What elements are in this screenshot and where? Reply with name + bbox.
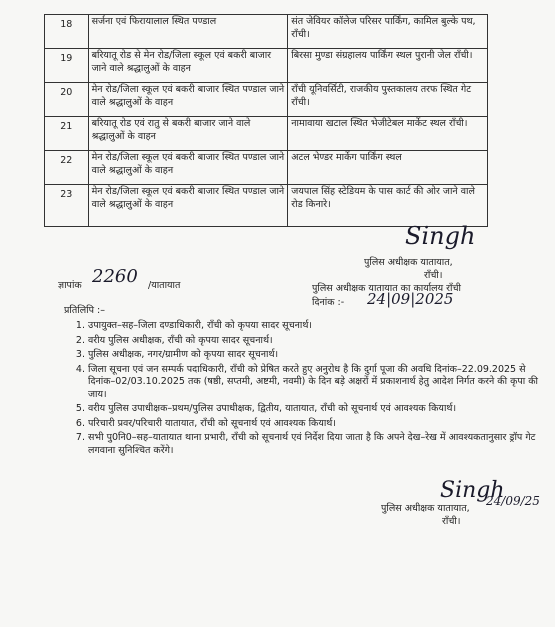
route-cell: सर्जना एवं फिरायालाल स्थित पण्डाल (88, 15, 288, 49)
signature-2-place: राँची। (442, 516, 461, 527)
route-cell: बरियातू रोड से मेन रोड/जिला स्कूल एवं बकरी बाजार जाने वाले श्रद्धालुओं के वाहन (88, 49, 288, 83)
signature-1-place: राँची। (424, 270, 443, 281)
memo-label: ज्ञापांक (58, 280, 82, 291)
route-cell: मेन रोड/जिला स्कूल एवं बकरी बाजार स्थित पण्डाल जाने वाले श्रद्धालुओं के वाहन (88, 83, 288, 117)
table-row (45, 117, 488, 151)
office-date-label: दिनांक :- (312, 297, 345, 308)
table-row (45, 83, 488, 117)
copy-list-item: 3. पुलिस अधीक्षक, नगर/ग्रामीण को कृपया सादर सूचनार्थ। (88, 349, 548, 362)
copy-list-item: 6. परिचारी प्रवर/परिचारी यातायात, राँची को सूचनार्थ एवं आवश्यक कियार्थ। (88, 418, 548, 431)
parking-cell: अटल भेण्डर मार्केग पार्किंग स्थल (288, 151, 488, 185)
memo-number: 2260 (92, 266, 138, 287)
copy-list (70, 320, 548, 459)
route-cell: मेन रोड/जिला स्कूल एवं बकरी बाजार स्थित पण्डाल जाने वाले श्रद्धालुओं के वाहन (88, 185, 288, 227)
parking-table (44, 14, 488, 227)
copy-list-item: 7. सभी पु0नि0–सह–यातायात थाना प्रभारी, राँची को सूचनार्थ एवं निर्देश दिया जाता है कि अपने देख–रेख में आवश्यकतानुसार ड्रॉप गेट लगवाना सुनिश्चित करेंगे। (88, 432, 548, 457)
copy-list-item: 5. वरीय पुलिस उपाधीक्षक–प्रथम/पुलिस उपाधीक्षक, द्वितीय, यातायात, राँची को सूचनार्थ एवं आवश्यक कियार्थ। (88, 403, 548, 416)
memo-suffix: /यातायात (148, 280, 181, 291)
parking-cell: नामावाया खटाल स्थित भेजीटेबल मार्केट स्थल राँची। (288, 117, 488, 151)
table-row (45, 15, 488, 49)
copy-list-item: 4. जिला सूचना एवं जन सम्पर्क पदाधिकारी, राँची को प्रेषित करते हुए अनुरोध है कि दुर्गा पूजा की अवधि दिनांक–22.09.2025 से दिनांक–02/03.10.2025 तक (षष्ठी, सप्तमी, अष्टमी, नवमी) के दिन बड़े अक्षरों में प्रकाशनार्थ हेतु आदेश निर्गत करने की कृपा की जाय। (88, 364, 548, 402)
copy-list-item: 2. वरीय पुलिस अधीक्षक, राँची को कृपया सादर सूचनार्थ। (88, 335, 548, 348)
table-row (45, 49, 488, 83)
route-cell: मेन रोड/जिला स्कूल एवं बकरी बाजार स्थित पण्डाल जाने वाले श्रद्धालुओं के वाहन (88, 151, 288, 185)
route-cell: बरियातू रोड एवं रातु से बकरी बाजार जाने वाले श्रद्धालुओं के वाहन (88, 117, 288, 151)
parking-cell: जयपाल सिंह स्टेडियम के पास कार्ट की ओर जाने वाले रोड किनारे। (288, 185, 488, 227)
office-name: पुलिस अधीक्षक यातायात का कार्यालय राँची (312, 283, 461, 294)
row-number: 21 (45, 117, 89, 151)
signature-2-designation: पुलिस अधीक्षक यातायात, (381, 503, 470, 514)
signature-2-handwriting: Singh (440, 478, 505, 503)
copy-heading: प्रतिलिपि :– (64, 305, 106, 316)
signature-1-handwriting: Singh (405, 222, 476, 250)
parking-cell: राँची यूनिवर्सिटी, राजकीय पुस्तकालय तरफ स्थित गेट राँची। (288, 83, 488, 117)
row-number: 23 (45, 185, 89, 227)
row-number: 22 (45, 151, 89, 185)
parking-cell: बिरसा मुण्डा संग्रहालय पार्किंग स्थल पुरानी जेल राँची। (288, 49, 488, 83)
signature-1-designation: पुलिस अधीक्षक यातायात, (364, 257, 453, 268)
signature-2-date: 24/09/25 (486, 494, 540, 508)
copy-list-item: 1. उपायुक्त–सह–जिला दण्डाधिकारी, राँची को कृपया सादर सूचनार्थ। (88, 320, 548, 333)
table-row (45, 151, 488, 185)
row-number: 20 (45, 83, 89, 117)
parking-cell: संत जेवियर कॉलेज परिसर पार्किंग, कामिल बुल्के पथ, राँची। (288, 15, 488, 49)
row-number: 18 (45, 15, 89, 49)
office-date: 24|09|2025 (367, 290, 454, 308)
row-number: 19 (45, 49, 89, 83)
table-row (45, 185, 488, 227)
